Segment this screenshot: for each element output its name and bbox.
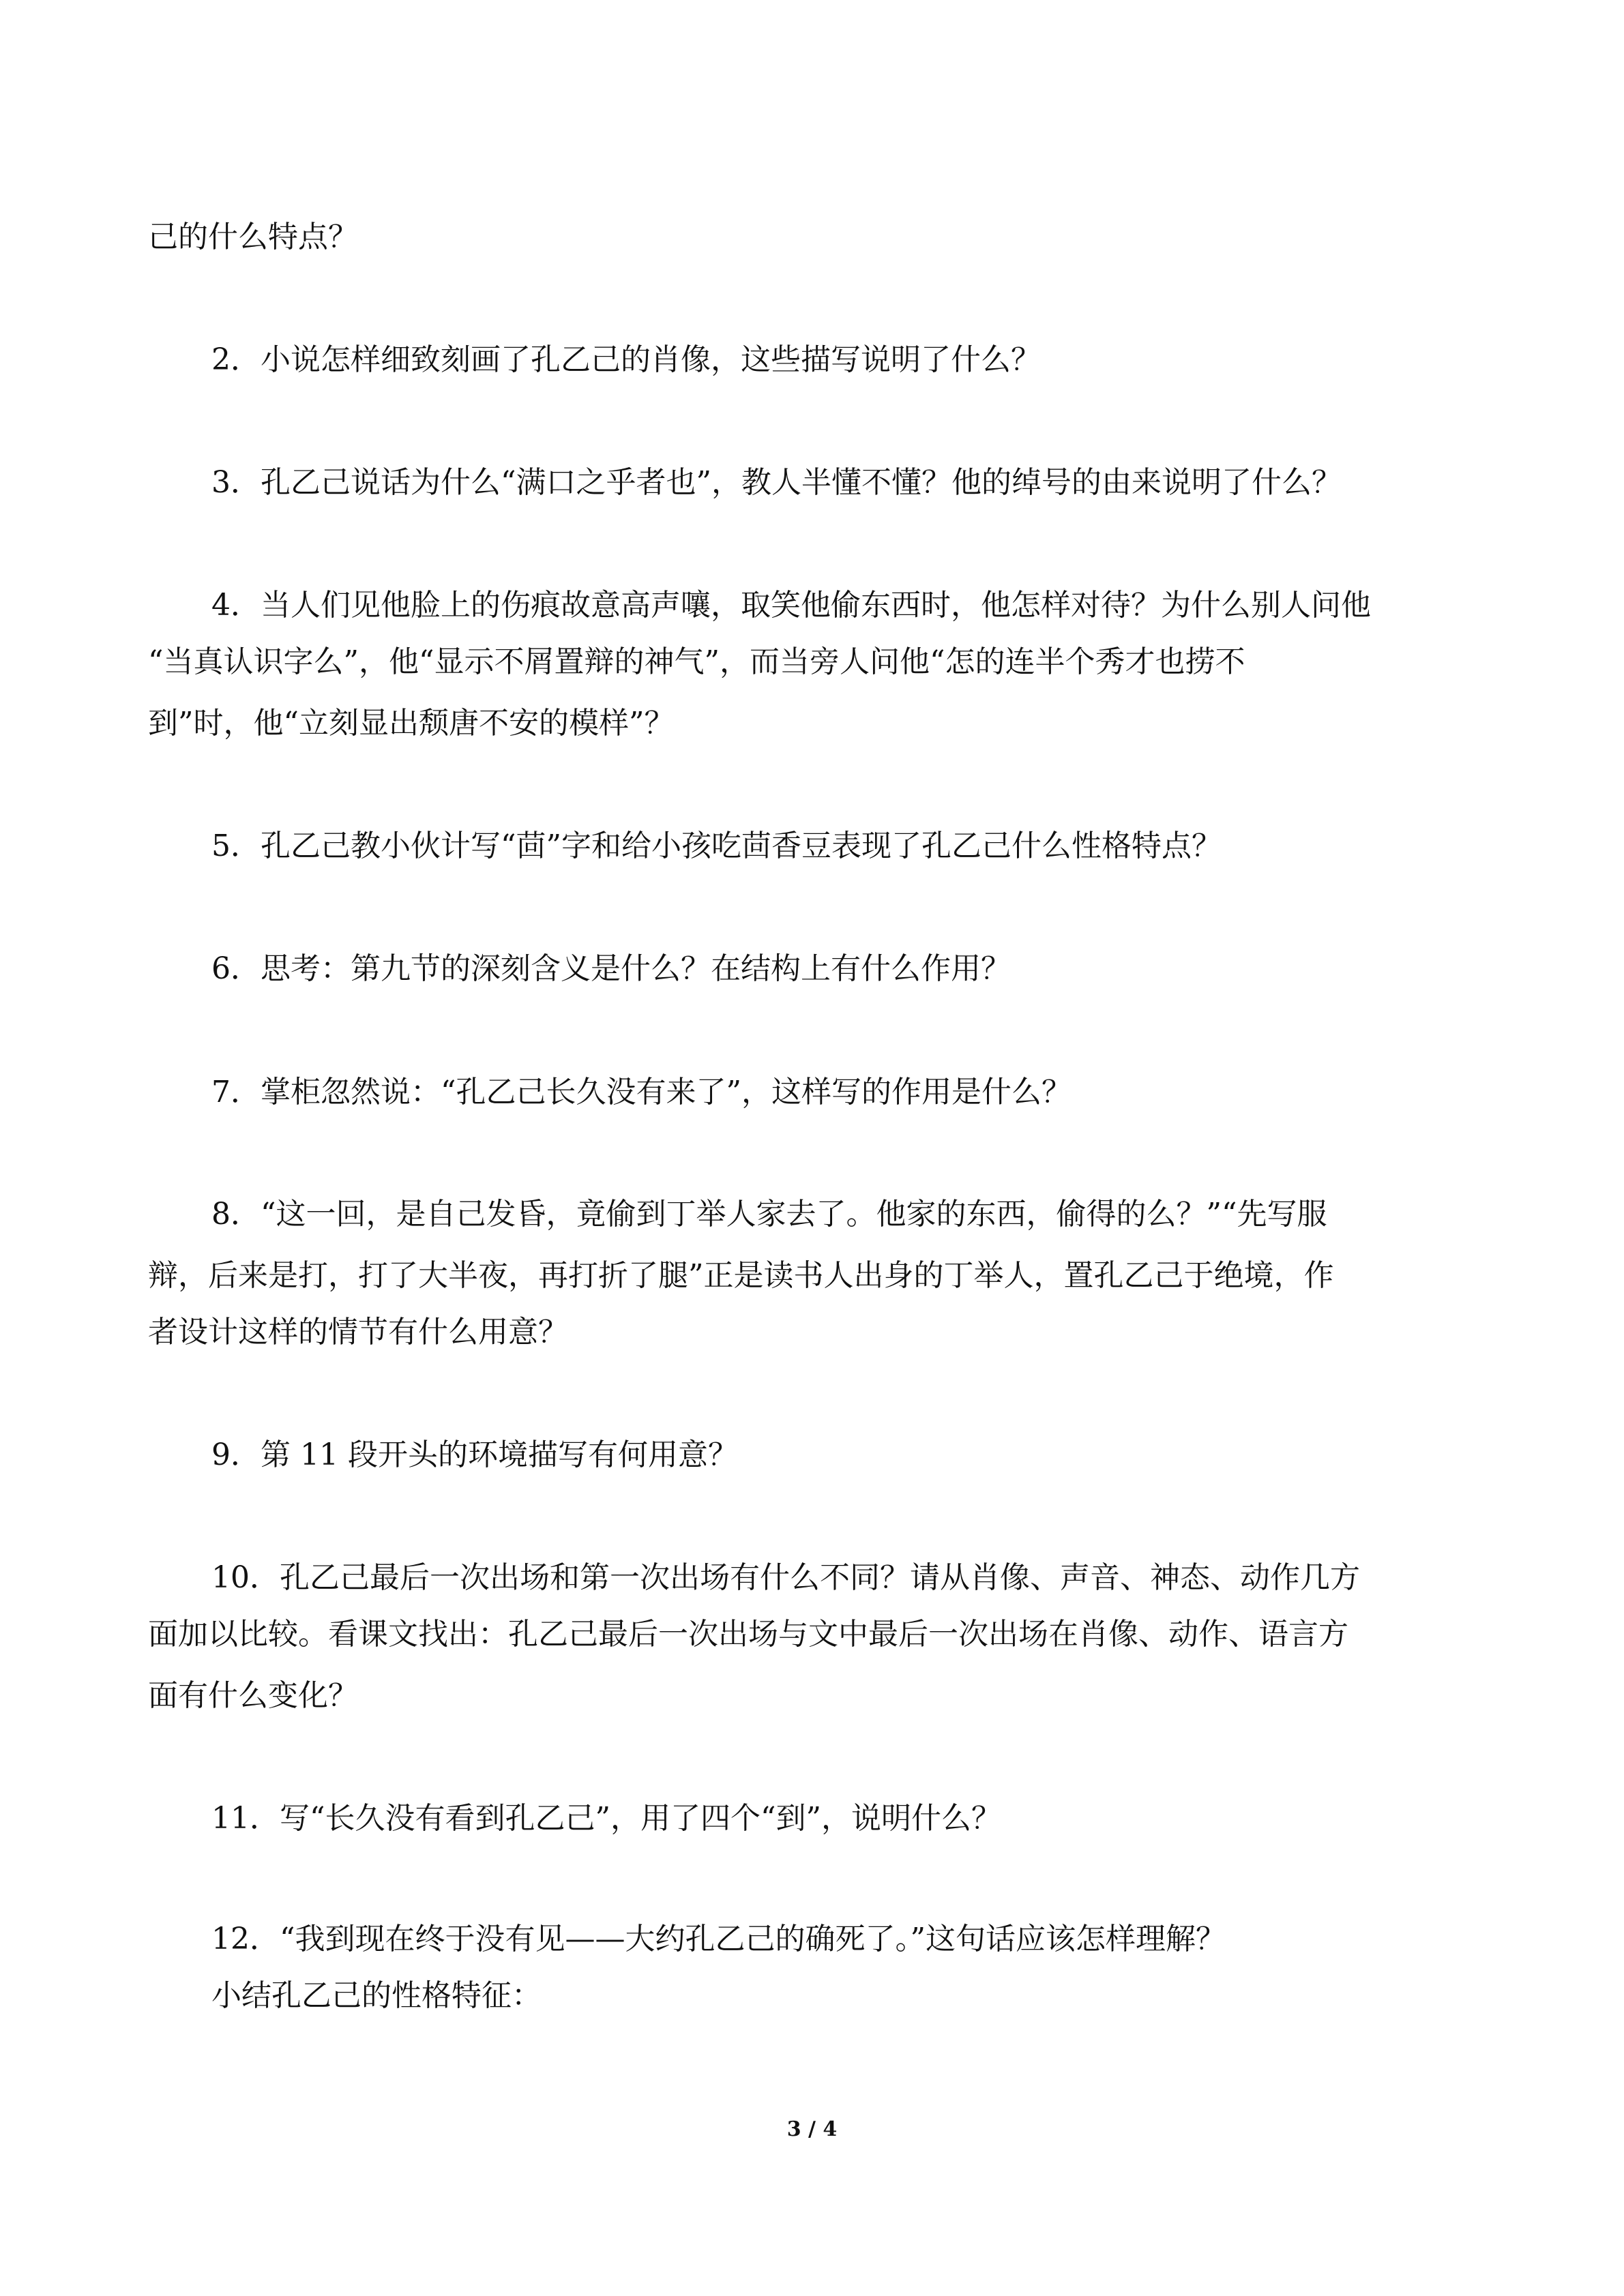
question-10-line-2: 面加以比较。看课文找出：孔乙己最后一次出场与文中最后一次出场在肖像、动作、语言方 (148, 1617, 1348, 1652)
question-4-line-3: 到”时，他“立刻显出颓唐不安的模样”？ (148, 706, 675, 741)
question-8-line-3: 者设计这样的情节有什么用意？ (148, 1315, 568, 1350)
summary-prompt: 小结孔乙己的性格特征： (211, 1978, 542, 2013)
question-1-continuation: 己的什么特点？ (148, 220, 358, 254)
question-11: 11．写“长久没有看到孔乙己”，用了四个“到”，说明什么？ (211, 1801, 1001, 1836)
question-4-line-2: “当真认识字么”，他“显示不屑置辩的神气”，而当旁人问他“怎的连半个秀才也捞不 (148, 644, 1245, 679)
question-9: 9．第 11 段开头的环境描写有何用意？ (211, 1437, 738, 1472)
question-4-line-1: 4．当人们见他脸上的伤痕故意高声嚷，取笑他偷东西时，他怎样对待？为什么别人问他 (211, 588, 1371, 623)
question-5: 5．孔乙己教小伙计写“茴”字和给小孩吃茴香豆表现了孔乙己什么性格特点？ (211, 829, 1222, 863)
question-2: 2．小说怎样细致刻画了孔乙己的肖像，这些描写说明了什么？ (211, 342, 1041, 377)
question-3: 3．孔乙己说话为什么“满口之乎者也”，教人半懂不懂？他的绰号的由来说明了什么？ (211, 465, 1342, 500)
question-10-line-1: 10．孔乙己最后一次出场和第一次出场有什么不同？请从肖像、声音、神态、动作几方 (211, 1560, 1360, 1595)
question-10-line-3: 面有什么变化？ (148, 1678, 358, 1713)
page-number: 3 / 4 (786, 2117, 838, 2141)
question-7: 7．掌柜忽然说：“孔乙己长久没有来了”，这样写的作用是什么？ (211, 1075, 1072, 1109)
question-8-line-1: 8．“这一回，是自己发昏，竟偷到丁举人家去了。他家的东西，偷得的么？”“先写服 (211, 1197, 1327, 1232)
question-12: 12．“我到现在终于没有见——大约孔乙己的确死了。”这句话应该怎样理解？ (211, 1922, 1226, 1956)
question-6: 6．思考：第九节的深刻含义是什么？在结构上有什么作用？ (211, 951, 1011, 986)
question-8-line-2: 辩，后来是打，打了大半夜，再打折了腿”正是读书人出身的丁举人，置孔乙己于绝境，作 (148, 1258, 1334, 1293)
